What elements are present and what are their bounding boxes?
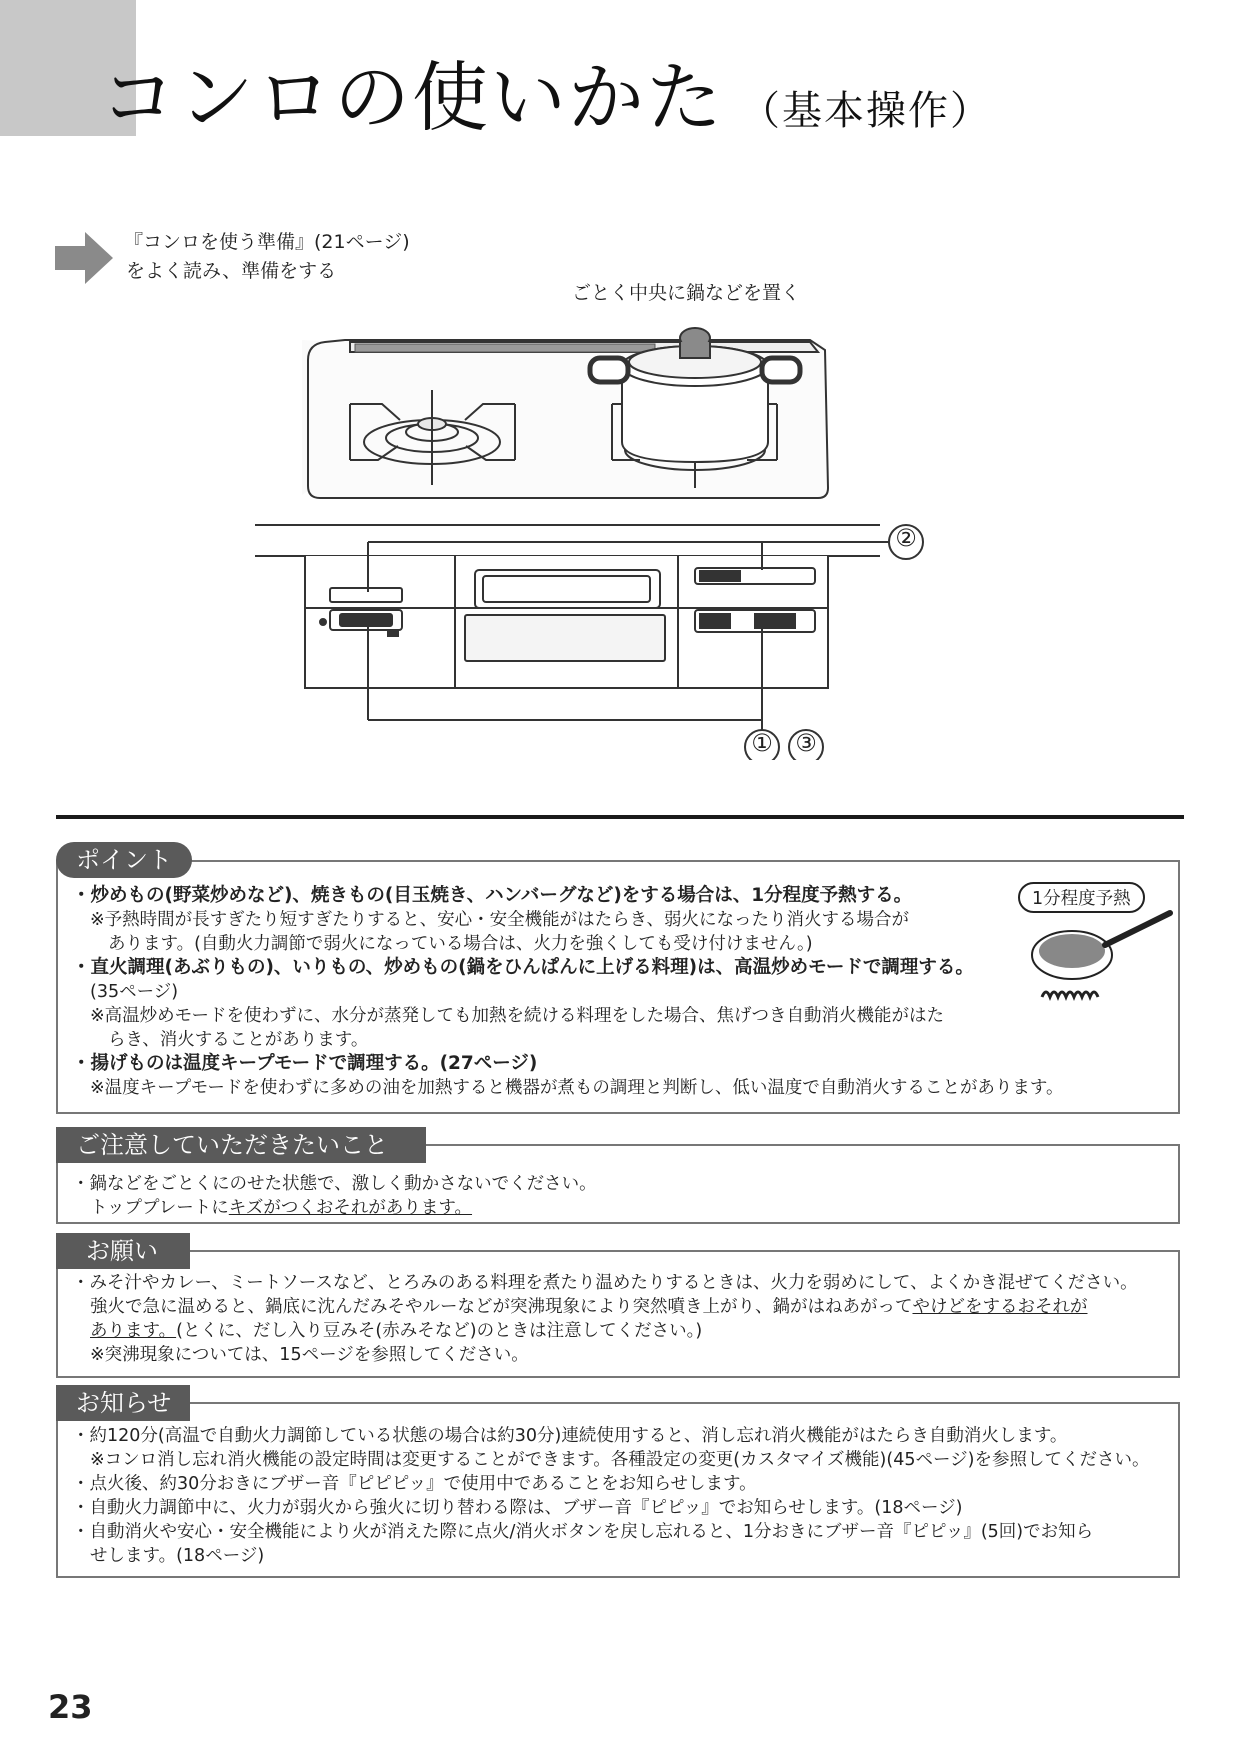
page-number: 23 (48, 1688, 93, 1726)
notice-line-2: ※コンロ消し忘れ消火機能の設定時間は変更することができます。各種設定の変更(カスタマイズ機能)(45ページ)を参照してください。 (90, 1450, 1150, 1470)
notice-header: お知らせ (56, 1385, 190, 1421)
section-divider (56, 815, 1184, 819)
prep-instruction (124, 228, 410, 286)
point-line-8: ・揚げものは温度キープモードで調理する。(27ページ) (72, 1053, 538, 1074)
point-body (72, 884, 1063, 1100)
caution-line-2: トッププレートに (90, 1198, 229, 1218)
point-line-9: ※温度キープモードを使わずに多めの油を加熱すると機器が煮もの調理と判断し、低い温度で自動消火することがあります。 (90, 1078, 1064, 1098)
request-line-3: (とくに、だし入り豆みそ(赤みそなど)のときは注意してください。) (176, 1321, 703, 1341)
point-line-7: らき、消火することがあります。 (108, 1030, 369, 1050)
page-subtitle: （基本操作） (740, 88, 992, 134)
callout-2: ② (895, 524, 917, 552)
request-warning-2: あります。 (90, 1321, 177, 1341)
point-line-2: ※予熱時間が長すぎたり短すぎたりすると、安心・安全機能がはたらき、弱火になったり消火する場合が (90, 910, 909, 930)
caution-warning: キズがつくおそれがあります。 (228, 1198, 473, 1218)
point-line-3: あります。(自動火力調節で弱火になっている場合は、火力を強くしても受け付けません。) (108, 934, 813, 954)
callout-3: ③ (795, 729, 817, 757)
request-body (72, 1271, 1138, 1367)
request-line-4: ※突沸現象については、15ページを参照してください。 (90, 1345, 529, 1365)
preheat-label: 1分程度予熱 (1018, 882, 1145, 913)
request-header: お願い (56, 1233, 190, 1269)
prep-line-1: 『コンロを使う準備』(21ページ) (124, 231, 410, 253)
notice-line-3: ・点火後、約30分おきにブザー音『ピピピッ』で使用中であることをお知らせします。 (72, 1474, 757, 1494)
point-line-6: ※高温炒めモードを使わずに、水分が蒸発しても加熱を続ける料理をした場合、焦げつき自動消火機能がはた (90, 1006, 944, 1026)
point-header: ポイント (56, 842, 192, 878)
caution-body (72, 1172, 597, 1220)
prep-line-2: をよく読み、準備をする (126, 260, 337, 282)
notice-line-1: ・約120分(高温で自動火力調節している状態の場合は約30分)連続使用すると、消し忘れ消火機能がはたらき自動消火します。 (72, 1426, 1068, 1446)
request-line-1: ・みそ汁やカレー、ミートソースなど、とろみのある料理を煮たり温めたりするときは、火力を弱めにして、よくかき混ぜてください。 (72, 1273, 1138, 1293)
arrow-right-icon (55, 232, 113, 284)
notice-line-4: ・自動火力調節中に、火力が弱火から強火に切り替わる際は、ブザー音『ピピッ』でお知らせします。(18ページ) (72, 1498, 963, 1518)
point-line-1: ・炒めもの(野菜炒めなど)、焼きもの(目玉焼き、ハンバーグなど)をする場合は、1分程度予熱する。 (72, 885, 913, 906)
request-warning-1: やけどをするおそれが (912, 1297, 1088, 1317)
page-title: コンロの使いかた （基本操作） (100, 53, 992, 142)
caution-header: ご注意していただきたいこと (56, 1127, 426, 1163)
request-line-2: 強火で急に温めると、鍋底に沈んだみそやルーなどが突沸現象により突然噴き上がり、鍋がはねあがって (90, 1297, 913, 1317)
callout-1: ① (751, 729, 773, 757)
stove-illustration (250, 320, 950, 760)
notice-line-6: せします。(18ページ) (90, 1546, 265, 1566)
notice-line-5: ・自動消火や安心・安全機能により火が消えた際に点火/消火ボタンを戻し忘れると、1分おきにブザー音『ピピッ』(5回)でお知ら (72, 1522, 1094, 1542)
caution-line-1: ・鍋などをごとくにのせた状態で、激しく動かさないでください。 (72, 1174, 597, 1194)
pot-caption: ごとく中央に鍋などを置く (572, 282, 801, 304)
notice-body (72, 1424, 1149, 1568)
point-line-5: (35ページ) (90, 982, 179, 1002)
point-line-4: ・直火調理(あぶりもの)、いりもの、炒めもの(鍋をひんぱんに上げる料理)は、高温炒めモードで調理する。 (72, 957, 974, 978)
